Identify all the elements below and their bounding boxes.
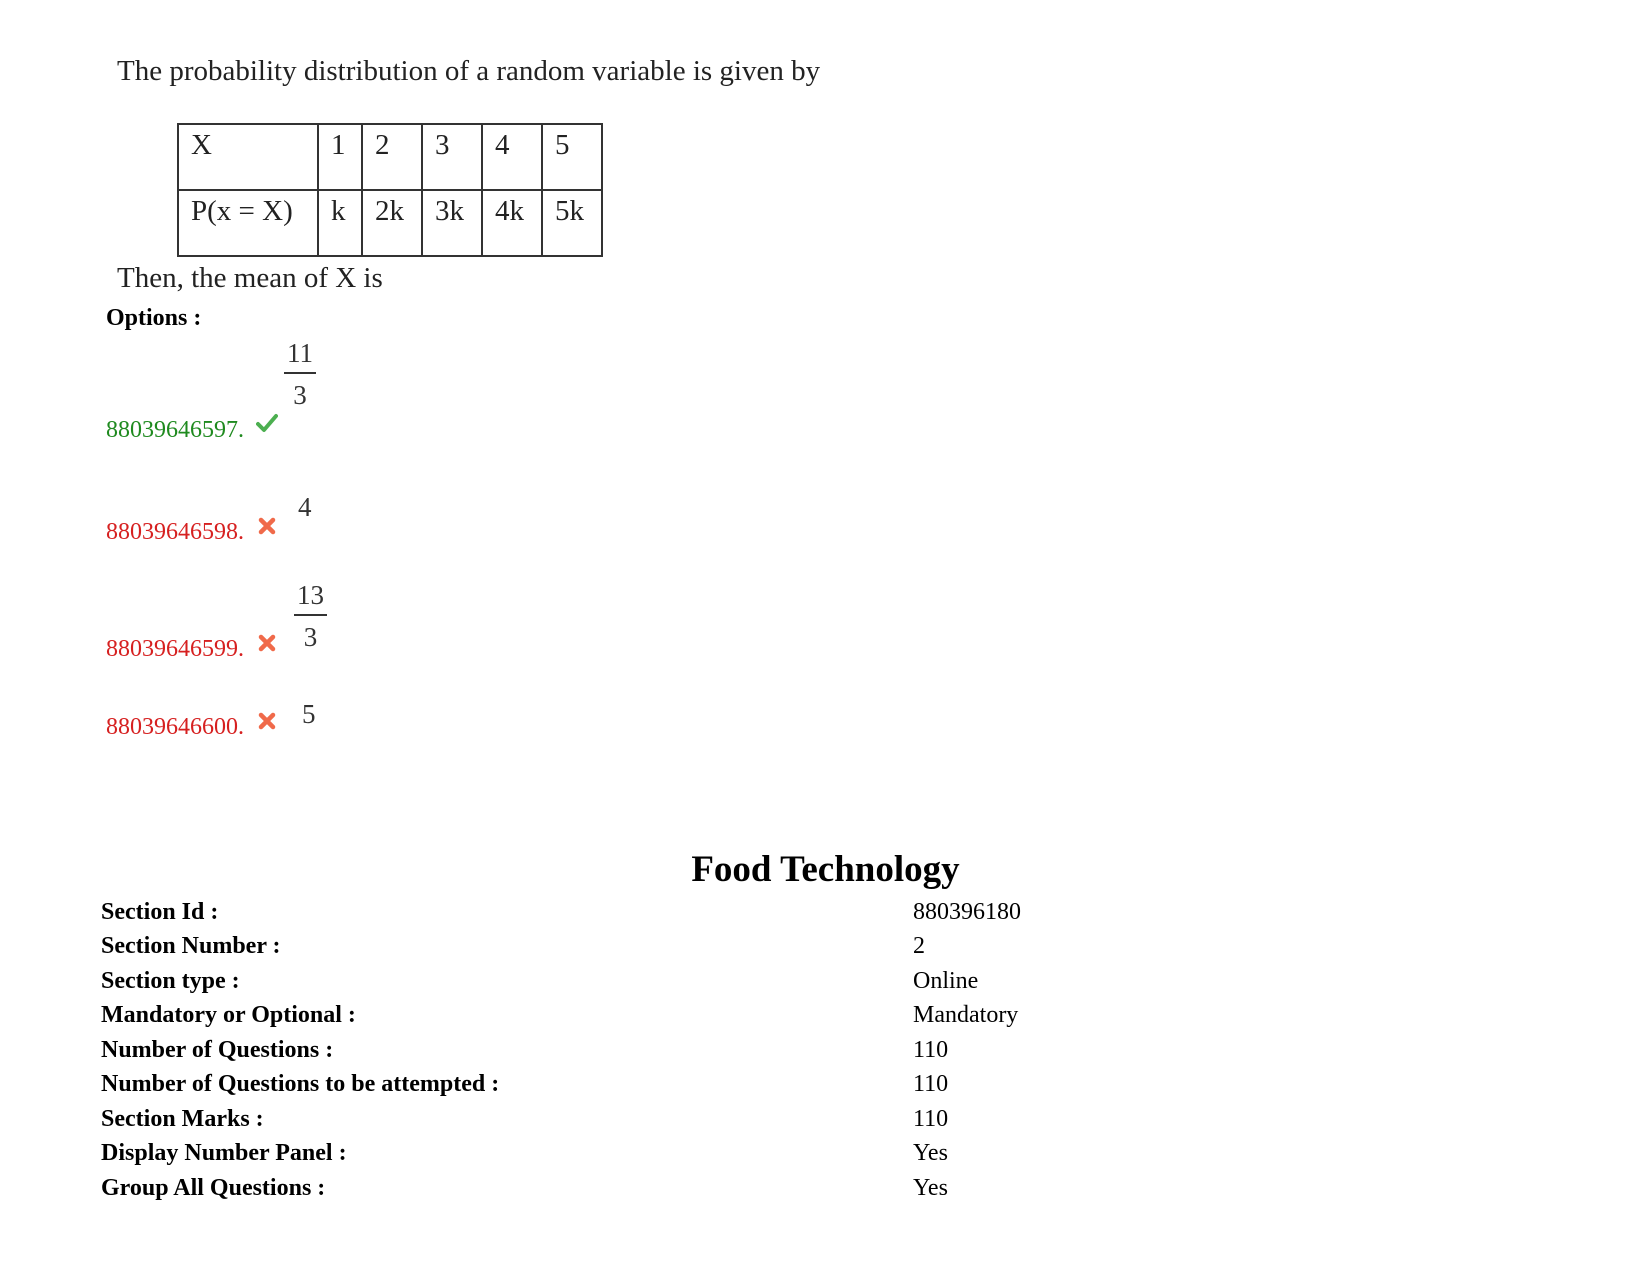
- option-id: 88039646600.: [106, 714, 244, 740]
- section-info-row: [101, 1175, 1501, 1209]
- info-label: Number of Questions :: [101, 1037, 334, 1063]
- section-info-row: [101, 1037, 1501, 1071]
- section-info-row: [101, 899, 1501, 933]
- fraction-denominator: 3: [303, 622, 318, 652]
- probability-distribution-table: [177, 123, 603, 257]
- option-value: 5: [302, 699, 316, 729]
- cross-icon: [256, 710, 278, 732]
- table-cell: 3k: [422, 190, 482, 256]
- table-row-x: [178, 124, 602, 190]
- info-label: Section type :: [101, 968, 240, 994]
- cross-icon: [256, 515, 278, 537]
- options-label: Options :: [106, 305, 202, 331]
- table-cell: 3: [422, 124, 482, 190]
- option-id: 88039646599.: [106, 636, 244, 662]
- table-cell: 5k: [542, 190, 602, 256]
- option-id: 88039646597.: [106, 417, 244, 443]
- info-label: Section Id :: [101, 899, 219, 925]
- fraction-denominator: 3: [293, 380, 307, 410]
- section-info-row: [101, 1002, 1501, 1036]
- table-header-probability: P(x = X): [178, 190, 318, 256]
- table-cell: 1: [318, 124, 362, 190]
- info-value: 110: [913, 1037, 949, 1063]
- section-info-row: [101, 933, 1501, 967]
- table-cell: 5: [542, 124, 602, 190]
- info-value: Yes: [913, 1140, 948, 1166]
- table-cell: 2k: [362, 190, 422, 256]
- table-row-probability: [178, 190, 602, 256]
- info-value: Yes: [913, 1175, 948, 1201]
- fraction-numerator: 13: [294, 580, 327, 616]
- info-value: 110: [913, 1106, 949, 1132]
- table-cell: 2: [362, 124, 422, 190]
- info-value: 110: [913, 1071, 949, 1097]
- section-info-row: [101, 968, 1501, 1002]
- checkmark-icon: [256, 412, 278, 434]
- info-label: Number of Questions to be attempted :: [101, 1071, 500, 1097]
- info-value: Mandatory: [913, 1002, 1019, 1028]
- info-label: Section Number :: [101, 933, 281, 959]
- section-info-row: [101, 1071, 1501, 1105]
- section-info-row: [101, 1106, 1501, 1140]
- option-fraction: [294, 580, 327, 652]
- info-label: Display Number Panel :: [101, 1140, 347, 1166]
- section-info-row: [101, 1140, 1501, 1174]
- info-label: Mandatory or Optional :: [101, 1002, 356, 1028]
- info-label: Section Marks :: [101, 1106, 264, 1132]
- info-label: Group All Questions :: [101, 1175, 326, 1201]
- section-title: Food Technology: [691, 849, 960, 890]
- fraction-numerator: 11: [284, 338, 316, 374]
- table-cell: 4k: [482, 190, 542, 256]
- table-cell: 4: [482, 124, 542, 190]
- question-followup-text: Then, the mean of X is: [117, 262, 383, 294]
- info-value: 2: [913, 933, 925, 959]
- info-value: 880396180: [913, 899, 1021, 925]
- option-fraction: [284, 338, 316, 410]
- option-id: 88039646598.: [106, 519, 244, 545]
- question-intro-text: The probability distribution of a random variable is given by: [117, 55, 821, 87]
- table-cell: k: [318, 190, 362, 256]
- cross-icon: [256, 632, 278, 654]
- option-value: 4: [298, 492, 312, 522]
- table-header-x: X: [178, 124, 318, 190]
- info-value: Online: [913, 968, 979, 994]
